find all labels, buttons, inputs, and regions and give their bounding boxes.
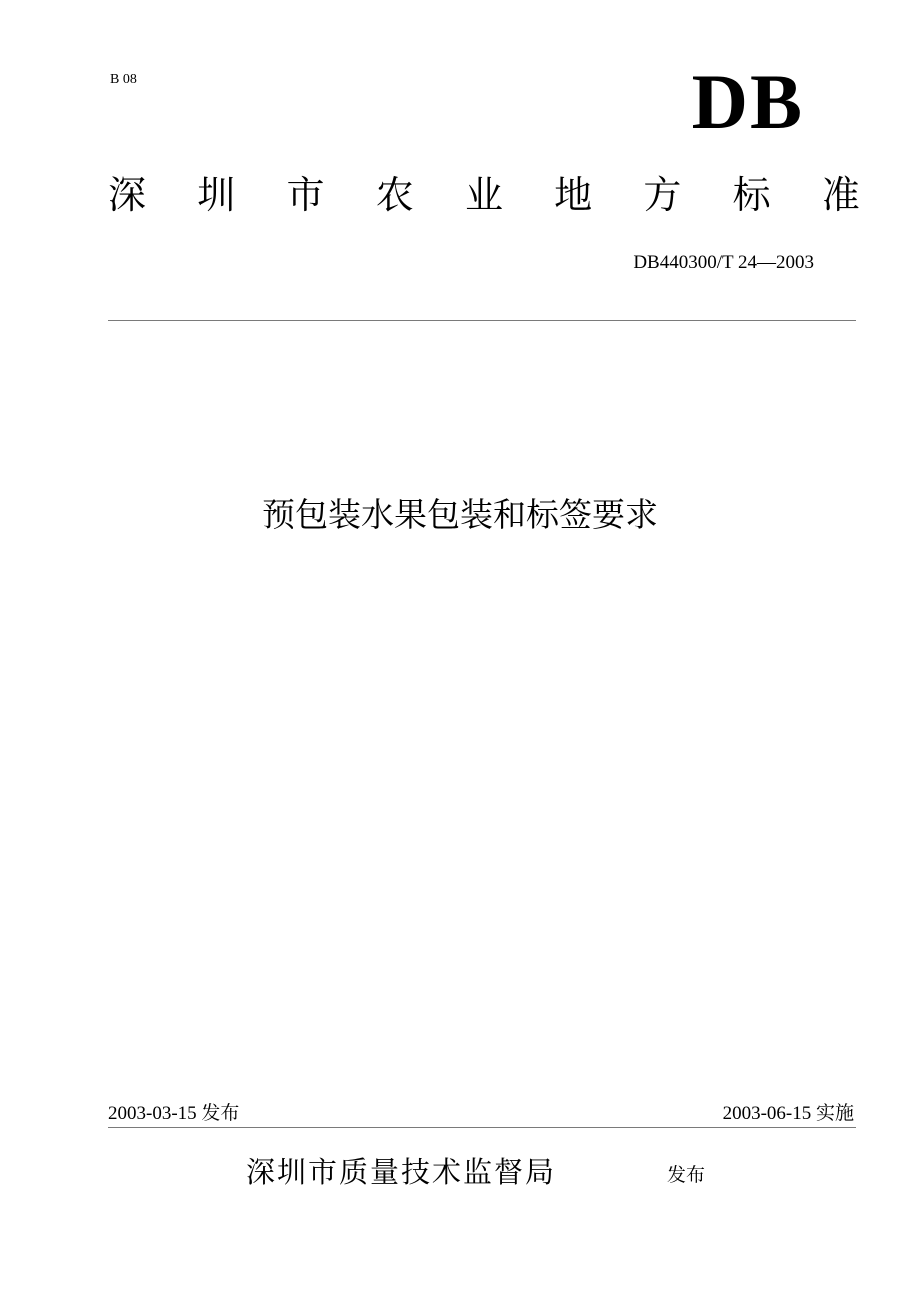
issuing-authority-suffix: 发布 (667, 1164, 706, 1186)
standard-type-char: 市 (286, 173, 325, 217)
issue-date: 2003-03-15 发布 (108, 1103, 240, 1124)
header-divider (108, 320, 856, 321)
standard-type-heading (108, 168, 860, 222)
standard-type-char: 地 (554, 173, 593, 217)
standard-type-char: 圳 (197, 173, 236, 217)
issuing-authority: 深圳市质量技术监督局 (246, 1155, 557, 1189)
standard-type-char: 农 (375, 173, 414, 217)
standard-type-char: 准 (821, 173, 860, 217)
implementation-date: 2003-06-15 实施 (722, 1103, 854, 1124)
footer-divider (108, 1127, 856, 1128)
standard-type-char: 标 (732, 173, 771, 217)
standard-number: DB440300/T 24—2003 (633, 252, 814, 273)
standard-type-char: 方 (643, 173, 682, 217)
document-title: 预包装水果包装和标签要求 (262, 495, 658, 534)
standard-type-char: 业 (464, 173, 503, 217)
standard-type-char: 深 (108, 173, 147, 217)
db-logo: DB (691, 58, 804, 145)
classification-code: B 08 (110, 72, 137, 87)
